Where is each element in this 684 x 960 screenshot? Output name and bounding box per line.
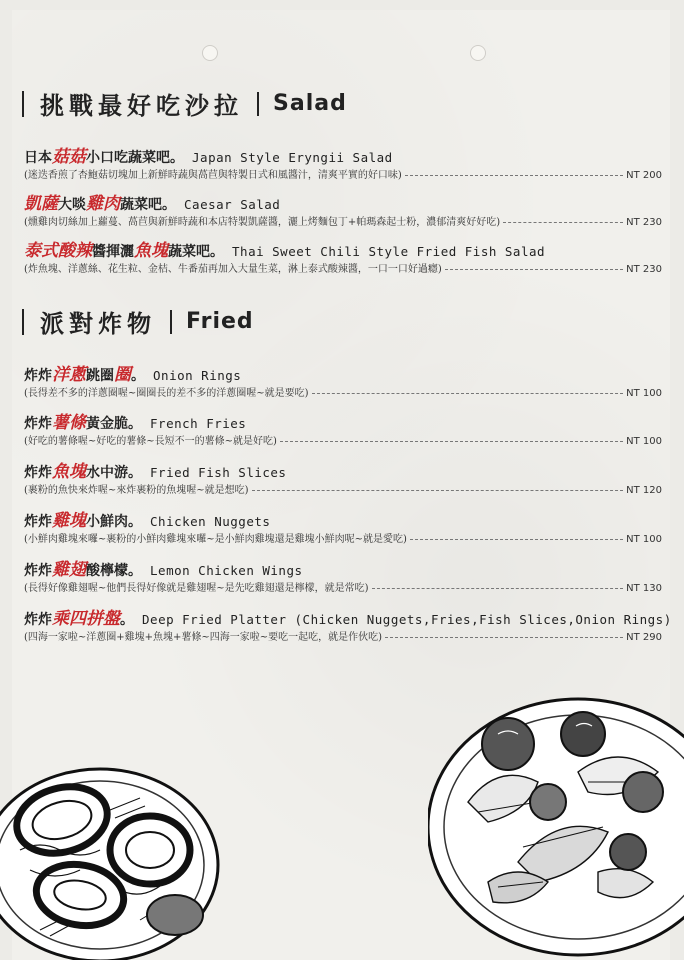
menu-item-description-row — [24, 434, 662, 449]
menu-item-description: (燻雞肉切絲加上蘿蔓、萵苣與新鮮時蔬和本店特製凱薩醬，灑上烤麵包丁+帕瑪森起士粉，濃郁清爽好好吃) — [24, 217, 501, 228]
menu-item — [24, 462, 662, 498]
menu-item-name-hl: 泰式酸辣 — [24, 241, 92, 261]
menu-item-name — [24, 241, 662, 262]
menu-item-price: NT 290 — [626, 632, 662, 643]
menu-item-price: NT 100 — [626, 436, 662, 447]
menu-item-price: NT 100 — [626, 534, 662, 545]
menu-item-description-row — [24, 168, 662, 183]
menu-item-name-pre: 炸炸 — [24, 612, 52, 628]
menu-item-description-row — [24, 483, 662, 498]
menu-item-name — [24, 413, 662, 434]
menu-item-description: (炸魚塊、洋蔥絲、花生粒、金桔、牛番茄再加入大量生菜，淋上泰式酸辣醬，一口一口好過癮) — [24, 264, 442, 275]
title-divider — [170, 310, 172, 334]
menu-item-name-hl2: 魚塊 — [134, 241, 168, 261]
dotted-leader — [410, 539, 623, 540]
menu-item-name-pre: 炸炸 — [24, 368, 52, 384]
menu-item-name-hl: 凱薩 — [24, 194, 58, 214]
fried-title-zh: 派對炸物 — [40, 309, 156, 338]
salad-plate-sketch — [428, 682, 684, 960]
dotted-leader — [252, 490, 624, 491]
menu-item-name-en: French Fries — [142, 416, 247, 431]
menu-item-description: (小鮮肉雞塊來囉~裹粉的小鮮肉雞塊來囉~是小鮮肉雞塊還是雞塊小鮮肉呢~就是愛吃) — [24, 534, 407, 545]
salad-title-zh: 挑戰最好吃沙拉 — [40, 91, 243, 120]
dotted-leader — [280, 441, 623, 442]
fried-section-title — [22, 304, 254, 339]
menu-item-name — [24, 194, 662, 215]
menu-item-name — [24, 147, 662, 168]
fried-title-en: Fried — [186, 309, 254, 334]
menu-item-description: (長得差不多的洋蔥圈喔~圈圈長的差不多的洋蔥圈喔~就是要吃) — [24, 388, 309, 399]
menu-item-name — [24, 560, 662, 581]
salad-section-title — [22, 86, 347, 121]
menu-item-name-pre: 炸炸 — [24, 563, 52, 579]
menu-item-name-hl: 雞翅 — [52, 560, 86, 580]
binder-hole-right — [470, 45, 486, 61]
title-bar — [22, 91, 24, 117]
menu-item — [24, 560, 662, 596]
menu-item-name-pre: 日本 — [24, 150, 52, 166]
menu-item-price: NT 130 — [626, 583, 662, 594]
menu-item-name-post: 酸檸檬。 — [86, 563, 142, 579]
menu-item — [24, 241, 662, 277]
binder-hole-left — [202, 45, 218, 61]
menu-item-description-row — [24, 532, 662, 547]
menu-item-price: NT 230 — [626, 264, 662, 275]
menu-item-name-hl: 薯條 — [52, 413, 86, 433]
menu-item-name-post: 小口吃蔬菜吧。 — [86, 150, 184, 166]
menu-item-description: (四海一家啦~洋蔥圈+雞塊+魚塊+薯條~四海一家啦~要吃一起吃，就是作伙吃) — [24, 632, 383, 643]
menu-item-name-post: 水中游。 — [86, 465, 142, 481]
menu-item — [24, 511, 662, 547]
title-bar — [22, 309, 24, 335]
salad-title-en: Salad — [273, 91, 347, 116]
menu-item-name-pre: 炸炸 — [24, 416, 52, 432]
menu-item-name — [24, 365, 662, 386]
menu-item — [24, 609, 672, 645]
menu-item-description-row — [24, 215, 662, 230]
menu-item-description-row — [24, 581, 662, 596]
menu-item-name-post2: 蔬菜吧。 — [168, 244, 224, 260]
dotted-leader — [503, 222, 623, 223]
menu-item-description: (迷迭香煎了杏鮑菇切塊加上新鮮時蔬與萵苣與特製日式和風醬汁，清爽平實的好口味) — [24, 170, 402, 181]
menu-item-name-en: Caesar Salad — [176, 197, 281, 212]
menu-item-price: NT 120 — [626, 485, 662, 496]
menu-item-price: NT 200 — [626, 170, 662, 181]
menu-item-name-hl: 乘四拼盤 — [52, 609, 120, 629]
menu-item-price: NT 100 — [626, 388, 662, 399]
menu-item-name-post: 跳圈 — [86, 368, 114, 384]
dotted-leader — [385, 637, 623, 638]
menu-item-description-row — [24, 262, 662, 277]
menu-item-name-en: Fried Fish Slices — [142, 465, 287, 480]
menu-item-name-post2: 。 — [131, 368, 145, 384]
menu-item-name-hl: 洋蔥 — [52, 365, 86, 385]
dotted-leader — [445, 269, 623, 270]
dotted-leader — [405, 175, 623, 176]
menu-item-description: (裹粉的魚快來炸喔~來炸裹粉的魚塊喔~就是想吃) — [24, 485, 249, 496]
menu-item-name-hl2: 圈 — [114, 365, 131, 385]
menu-item-name-pre: 炸炸 — [24, 465, 52, 481]
menu-item-name-hl: 魚塊 — [52, 462, 86, 482]
onion-rings-plate-sketch — [0, 740, 230, 960]
menu-item-description-row — [24, 630, 662, 645]
menu-item-description: (好吃的薯條喔~好吃的薯條~長短不一的薯條~就是好吃) — [24, 436, 277, 447]
menu-item-name-en: Deep Fried Platter (Chicken Nuggets,Fries,Fish Slices,Onion Rings) — [134, 612, 672, 627]
menu-item-name-hl2: 雞肉 — [86, 194, 120, 214]
menu-item — [24, 147, 662, 183]
menu-item-name-post: 。 — [120, 612, 134, 628]
menu-item-name-en: Japan Style Eryngii Salad — [184, 150, 393, 165]
menu-item-description: (長得好像雞翅喔~他們長得好像就是雞翅喔~是先吃雞翅還是檸檬，就是常吃) — [24, 583, 369, 594]
menu-item-price: NT 230 — [626, 217, 662, 228]
menu-item-name-en: Lemon Chicken Wings — [142, 563, 303, 578]
menu-item-name-post: 黃金脆。 — [86, 416, 142, 432]
dotted-leader — [372, 588, 624, 589]
menu-item-name — [24, 511, 662, 532]
menu-item-name-en: Thai Sweet Chili Style Fried Fish Salad — [224, 244, 546, 259]
menu-item-name-hl: 菇菇 — [52, 147, 86, 167]
menu-item — [24, 365, 662, 401]
menu-item-name-pre: 炸炸 — [24, 514, 52, 530]
menu-item-name-post: 醬揮灑 — [92, 244, 134, 260]
dotted-leader — [312, 393, 624, 394]
menu-item-name-en: Chicken Nuggets — [142, 514, 271, 529]
title-divider — [257, 92, 259, 116]
menu-item-name-post: 大啖 — [58, 197, 86, 213]
menu-item-name-post2: 蔬菜吧。 — [120, 197, 176, 213]
menu-item-name — [24, 462, 662, 483]
menu-item-name-en: Onion Rings — [145, 368, 242, 383]
menu-item — [24, 194, 662, 230]
menu-item-name — [24, 609, 672, 630]
menu-item — [24, 413, 662, 449]
menu-item-name-post: 小鮮肉。 — [86, 514, 142, 530]
menu-item-description-row — [24, 386, 662, 401]
menu-item-name-hl: 雞塊 — [52, 511, 86, 531]
